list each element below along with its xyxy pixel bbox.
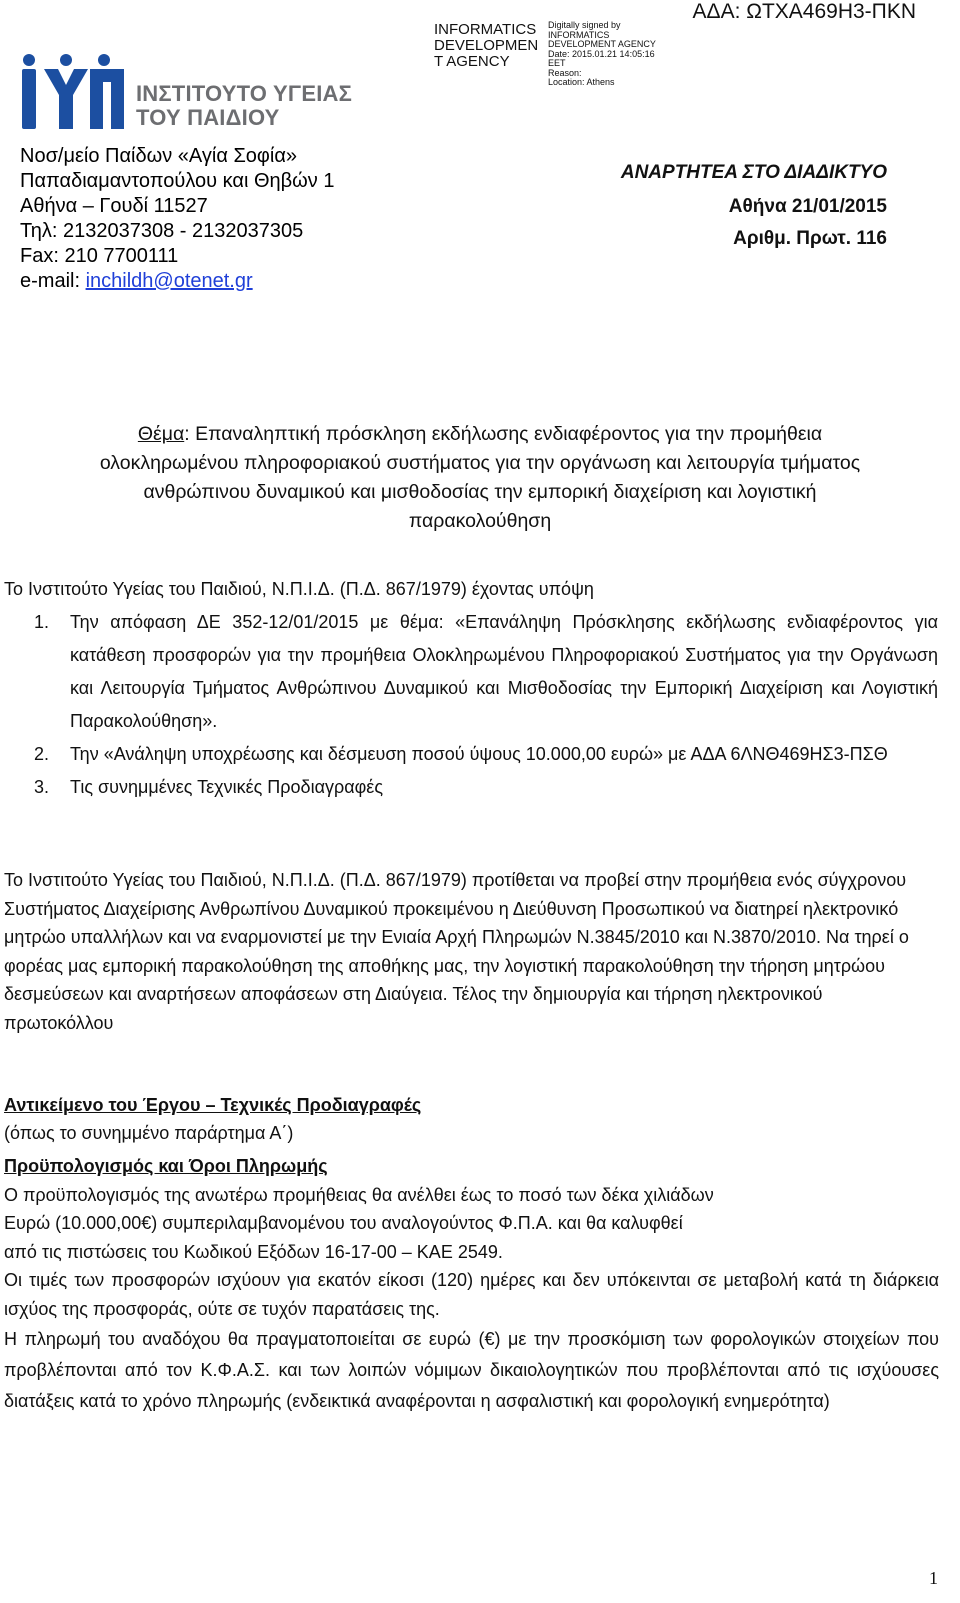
agency-line2: DEVELOPMEN [434,37,539,54]
list-item-number: 2. [34,744,50,764]
institute-logo [16,52,356,132]
document-date: Αθήνα 21/01/2015 [728,196,887,217]
sender-email-label: e-mail: [20,270,86,292]
agency-line3: T AGENCY [434,53,510,70]
sender-email-line [20,269,334,294]
signing-agency [434,22,538,70]
budget-section [4,1152,939,1417]
budget-line2: Ευρώ (10.000,00€) συμπεριλαμβανομένου του αναλογούντος Φ.Π.Α. και θα καλυφθεί [4,1213,683,1234]
subject-block [0,420,960,536]
list-item-number: 1. [34,612,50,632]
post-online-notice: ΑΝΑΡΤΗΤΕΑ ΣΤΟ ΔΙΑΔΙΚΤΥΟ [620,162,887,183]
page-number: 1 [929,1568,938,1588]
sig-reason: Reason: [548,67,582,78]
subject-line2: ολοκληρωμένου πληροφοριακού συστήματος για την οργάνωση και λειτουργία τμήματος [99,452,861,474]
ada-code: ΑΔΑ: ΩΤΧΑ469Η3-ΠΚΝ [692,0,916,23]
sig-name2: DEVELOPMENT AGENCY [548,39,656,49]
list-item [34,606,938,738]
list-item-text: Την «Ανάληψη υποχρέωσης και δέσμευση ποσού ύψους 10.000,00 ευρώ» με ΑΔΑ 6ΛΝΘ469ΗΣ3-ΠΣΘ [70,744,888,764]
subject-line1-text: : Επαναληπτική πρόσκληση εκδήλωσης ενδιαφέροντος για την προμήθεια [184,423,823,445]
subject-line1 [0,420,960,449]
list-item-text: Τις συνημμένες Τεχνικές Προδιαγραφές [70,777,383,797]
sig-signed-by: Digitally signed by [548,20,621,30]
budget-payment: Η πληρωμή του αναδόχου θα πραγματοποιείται σε ευρώ (€) με την προσκόμιση των φορολογικών στοιχείων που προβλέπονται από τον Κ.Φ.Α.Σ. και των λοιπών νόμιμων δικαιολογητικών που προβλέπονται από τις ισχύουσες διατάξεις κατά το χρόνο πληρωμής (ενδεικτικά αναφέρονται η ασφαλιστική και φορολογική ενημερότητα) [4,1328,939,1411]
budget-line1: Ο προϋπολογισμός της ανωτέρω προμήθειας θα ανέλθει έως το ποσό των δέκα χιλιάδων [4,1184,714,1205]
list-item [34,771,938,804]
agency-line1: INFORMATICS [434,21,537,38]
list-item-number: 3. [34,777,50,797]
list-item-text: Την απόφαση ΔΕ 352-12/01/2015 με θέμα: «Επανάληψη Πρόσκλησης εκδήλωσης ενδιαφέροντος για κατάθεση προσφορών για την προμήθεια Ολοκληρωμένου Πληροφοριακού Συστήματος για την Οργάνωση και Λειτουργία Τμήματος Ανθρώπινου Δυναμικού και Μισθοδοσίας την Εμπορική Διαχείριση και Λογιστική Παρακολούθηση». [70,612,938,731]
sig-location: Location: Athens [548,77,615,87]
sig-name1: INFORMATICS [548,29,610,40]
sender-street: Παπαδιαμαντοπούλου και Θηβών 1 [20,170,335,192]
digital-signature-block [548,21,656,88]
sender-block [20,144,334,294]
subject-line4: παρακολούθηση [408,510,552,532]
sender-city: Αθήνα – Γουδί 11527 [20,195,208,217]
sender-name: Νοσ/μείο Παίδων «Αγία Σοφία» [20,145,298,167]
logo-text-line2: ΤΟΥ ΠΑΙΔΙΟΥ [136,105,280,130]
sig-date: Date: 2015.01.21 14:05:16 [548,48,655,59]
purpose-paragraph: Το Ινστιτούτο Υγείας του Παιδιού, Ν.Π.Ι.Δ. (Π.Δ. 867/1979) προτίθεται να προβεί στην προμήθεια ενός σύγχρονου Συστήματος Διαχείρισης Ανθρωπίνου Δυναμικού προκειμένου η Διεύθυνση Προσωπικού να διατηρεί ηλεκτρονικό μητρώο υπαλλήλων και να εναρμονιστεί με την Ενιαία Αρχή Πληρωμών Ν.3845/2010 και Ν.3870/2010. Να τηρεί ο φορέας μας εμπορική παρακολούθηση της αποθήκης μας, την λογιστική παρακολούθηση την τήρηση μητρώου δεσμεύσεων και αναρτήσεων αποφάσεων στη Διαύγεια. Τέλος την δημιουργία και τήρηση ηλεκτρονικού πρωτοκόλλου [4,870,909,1033]
sender-email-link[interactable]: inchildh@otenet.gr [85,270,253,292]
sender-fax: Fax: 210 7700111 [20,245,179,267]
protocol-number: Αριθμ. Πρωτ. 116 [733,228,887,249]
logo-text-line1: ΙΝΣΤΙΤΟΥΤΟ ΥΓΕΙΑΣ [136,81,353,106]
object-section-note: (όπως το συνημμένο παράρτημα Α΄) [4,1123,294,1143]
subject-line3: ανθρώπινου δυναμικού και μισθοδοσίας την εμπορική διαχείριση και λογιστική [143,481,817,503]
budget-section-title: Προϋπολογισμός και Όροι Πληρωμής [4,1156,328,1176]
list-item [34,738,938,771]
intro-line: Το Ινστιτούτο Υγείας του Παιδιού, Ν.Π.Ι.Δ. (Π.Δ. 867/1979) έχοντας υπόψη [4,579,594,599]
sig-tz: EET [548,58,566,68]
document-meta [621,162,887,250]
logo-mark-icon [16,52,126,132]
object-section [4,1091,934,1147]
budget-line3: από τις πιστώσεις του Κωδικού Εξόδων 16-17-00 – ΚΑΕ 2549. [4,1241,503,1262]
object-section-title: Αντικείμενο του Έργου – Τεχνικές Προδιαγραφές [4,1095,422,1115]
budget-validity: Οι τιμές των προσφορών ισχύουν για εκατόν είκοσι (120) ημέρες και δεν υπόκεινται σε μεταβολή κατά τη διάρκεια ισχύος της προσφοράς, ούτε σε τυχόν παρατάσεις της. [4,1270,939,1319]
considerations-list [34,606,938,804]
subject-label: Θέμα [137,423,185,445]
sender-phone: Τηλ: 2132037308 - 2132037305 [20,220,304,242]
